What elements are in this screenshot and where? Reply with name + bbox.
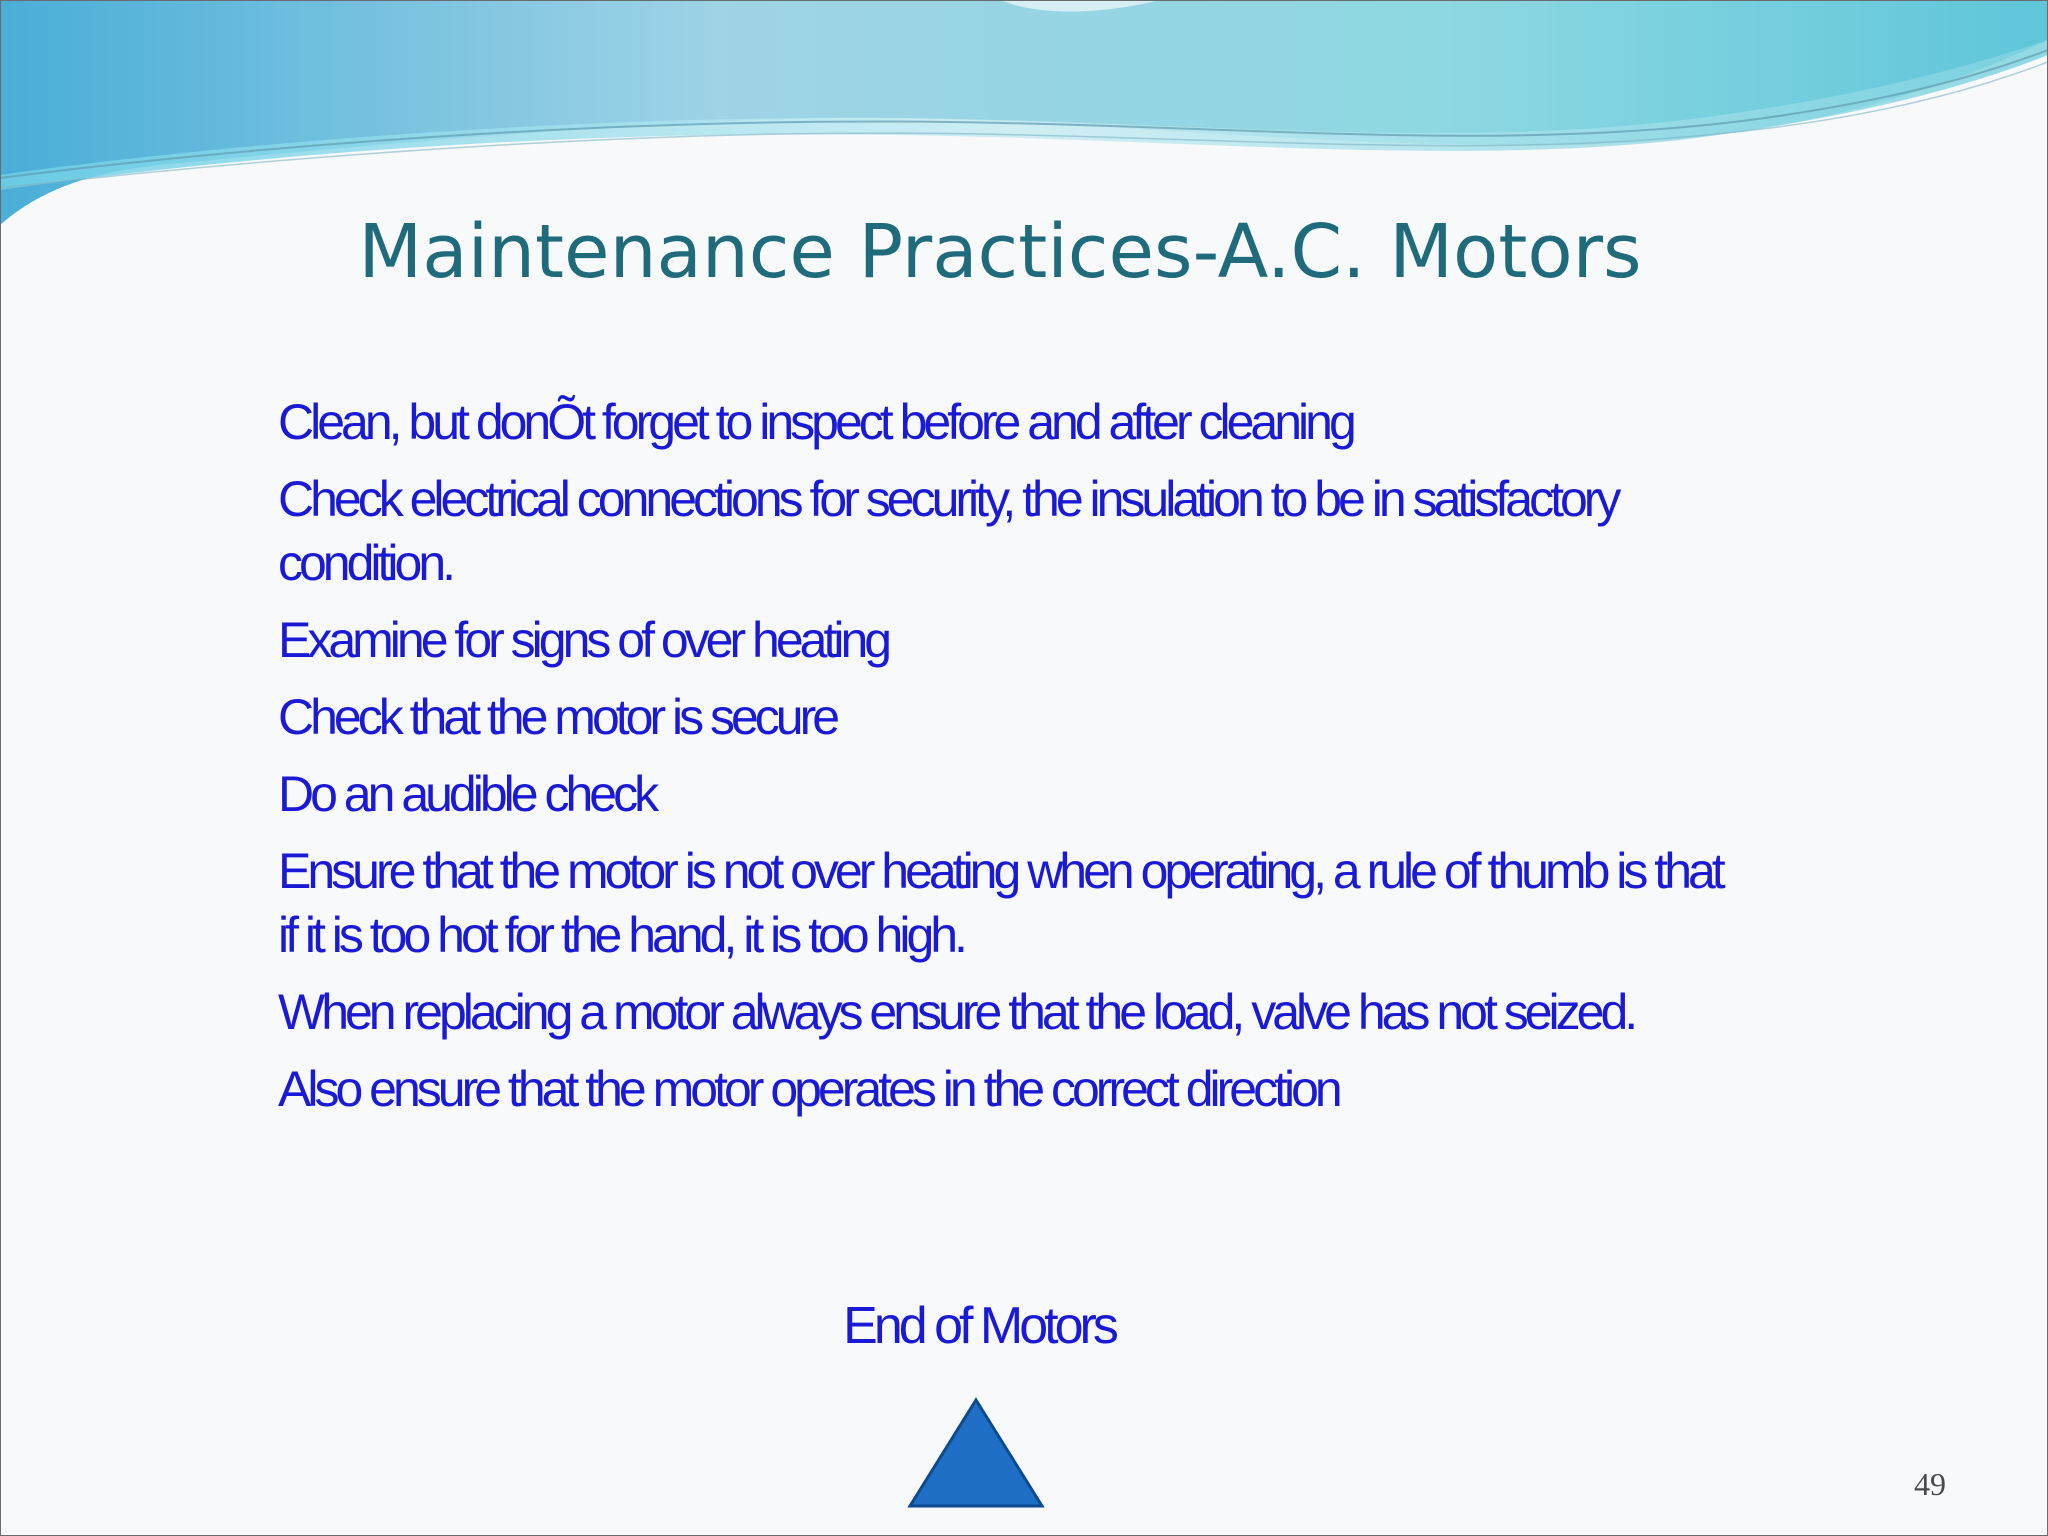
page-number: 49 <box>1914 1466 1946 1502</box>
end-of-section-text: End of Motors <box>843 1297 1115 1355</box>
bullet-list <box>278 390 1738 1134</box>
list-item: Do an audible check <box>278 766 656 822</box>
header-wave-decoration <box>0 0 2048 240</box>
list-item: Clean, but donÕt forget to inspect before and after cleaning <box>278 394 1353 450</box>
list-item: Also ensure that the motor operates in the correct direction <box>278 1061 1339 1117</box>
list-item: Examine for signs of over heating <box>278 612 889 668</box>
slide-title: Maintenance Practices-A.C. Motors <box>358 209 1642 295</box>
triangle-up-icon[interactable] <box>906 1396 1046 1510</box>
list-item: Ensure that the motor is not over heating when operating, a rule of thumb is that if it is too hot for the hand, it is too high. <box>278 843 1722 963</box>
list-item: Check that the motor is secure <box>278 689 837 745</box>
list-item: Check electrical connections for security, the insulation to be in satisfactory condition. <box>278 471 1618 591</box>
list-item: When replacing a motor always ensure that the load, valve has not seized. <box>278 984 1635 1040</box>
